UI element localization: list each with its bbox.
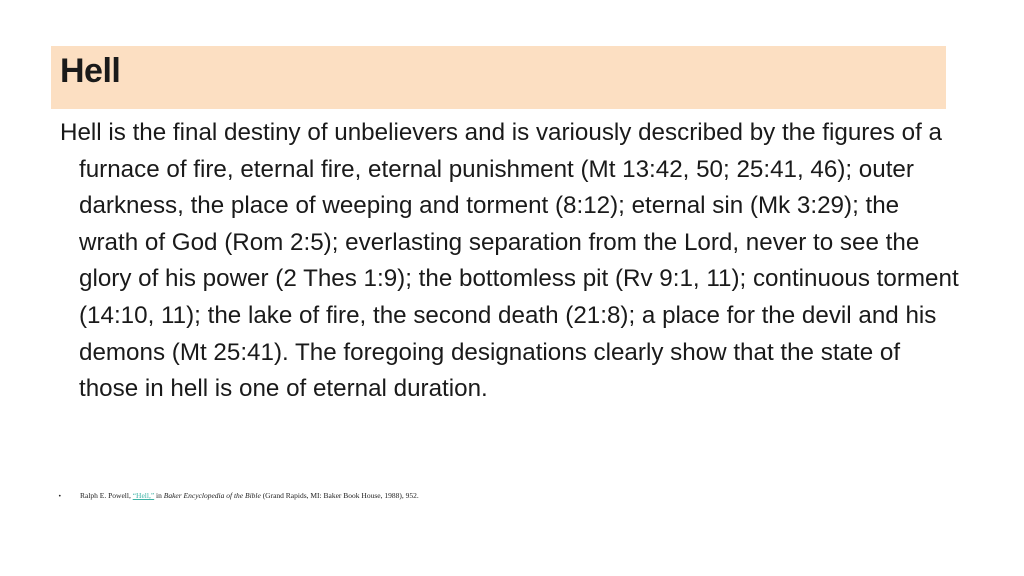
footnote-link[interactable]: “Hell,” <box>132 491 155 500</box>
footnote <box>58 491 938 502</box>
footnote-book-title: Baker Encyclopedia of the Bible <box>163 491 261 500</box>
title-bar <box>51 46 946 109</box>
footnote-author: Ralph E. Powell, <box>80 491 133 500</box>
body-paragraph: Hell is the final destiny of unbelievers and is variously described by the figures of a furnace of fire, eternal fire, eternal punishment (Mt 13:42, 50; 25:41, 46); outer darkness, the place of weeping and torment (8:12); eternal sin (Mk 3:29); the wrath of God (Rom 2:5); everlasting separation from the Lord, never to see the glory of his power (2 Thes 1:9); the bottomless pit (Rv 9:1, 11); continuous torment (14:10, 11); the lake of fire, the second death (21:8); a place for the devil and his demons (Mt 25:41). The foregoing designations clearly show that the state of those in hell is one of eternal duration. <box>60 119 959 403</box>
footnote-publication: (Grand Rapids, MI: Baker Book House, 1988), 952. <box>260 491 419 500</box>
footnote-in: in <box>154 491 164 500</box>
slide-title: Hell <box>60 52 121 90</box>
bullet-icon: • <box>58 493 62 500</box>
